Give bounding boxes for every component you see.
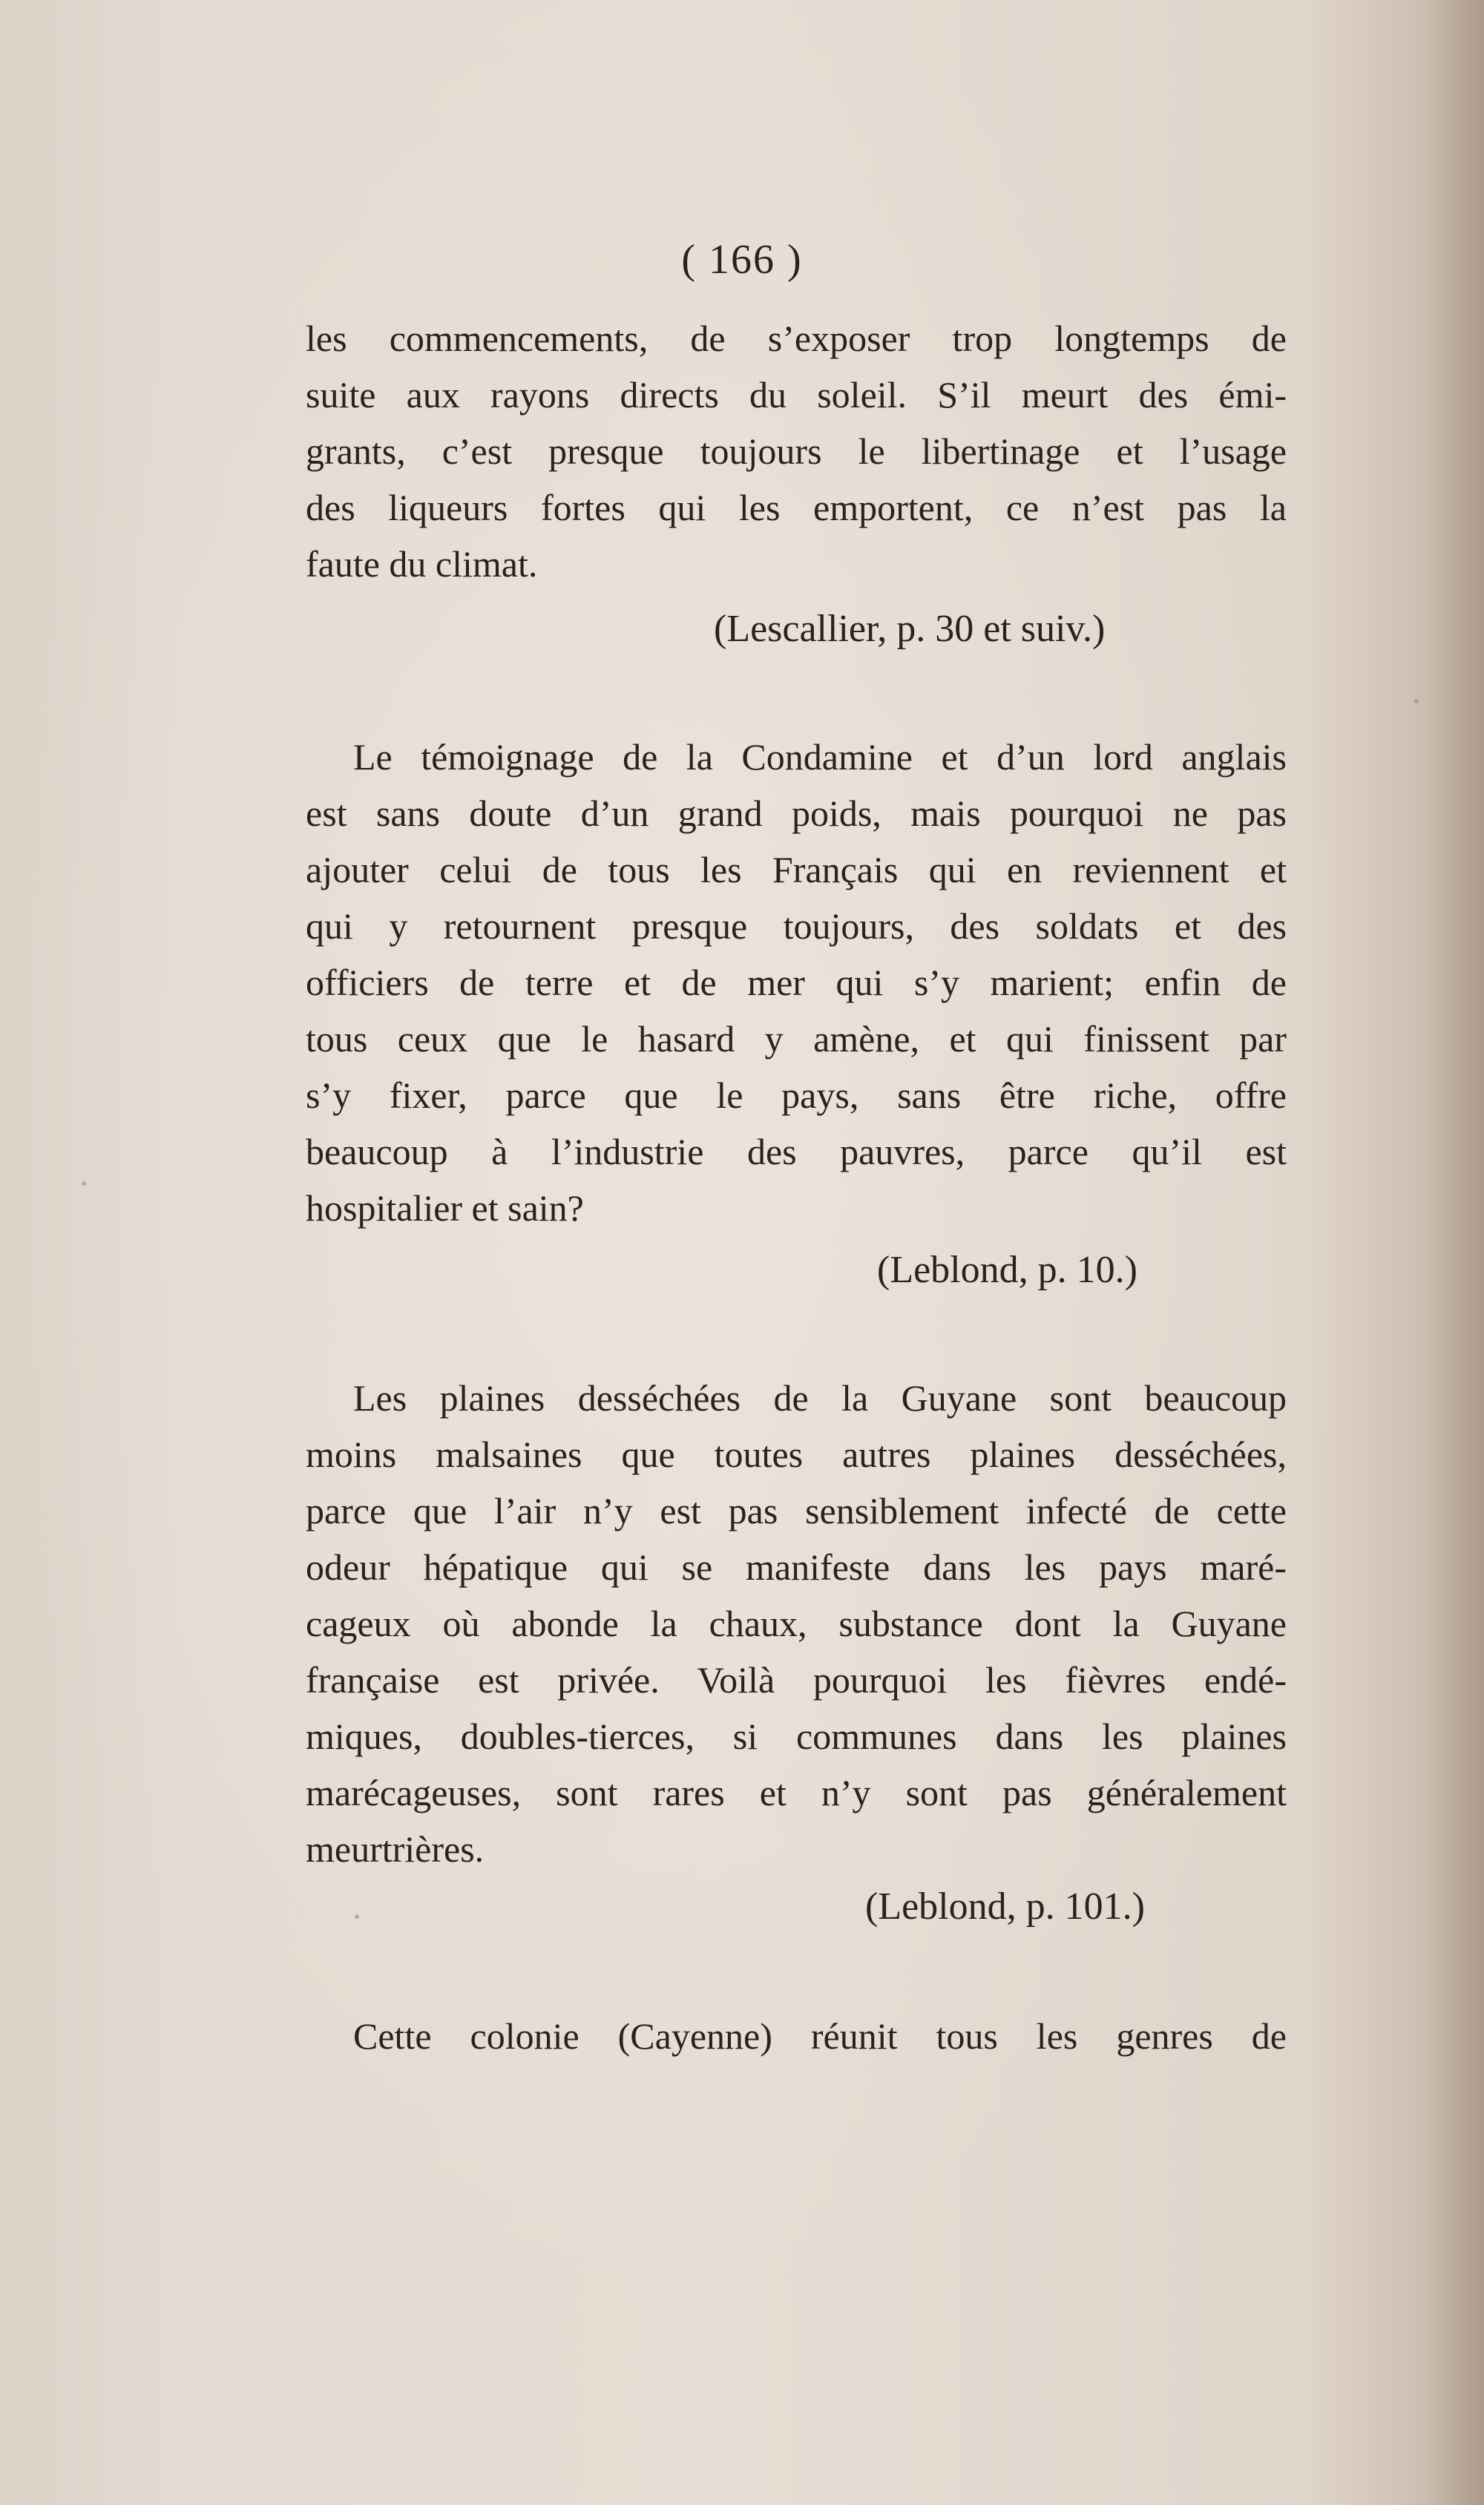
paragraph-4 [306, 2008, 1287, 2064]
text-line: cageux où abonde la chaux, substance dont la Guyane [306, 1603, 1287, 1644]
page-edge-shadow [1432, 0, 1484, 2505]
text-line: Les plaines desséchées de la Guyane sont beaucoup [353, 1377, 1287, 1419]
page-number: ( 166 ) [681, 237, 803, 283]
text-line: Cette colonie (Cayenne) réunit tous les genres de [353, 2015, 1287, 2057]
text-line: les commencements, de s’exposer trop longtemps de [306, 318, 1287, 359]
text-line: ajouter celui de tous les Français qui en reviennent et [306, 849, 1287, 890]
text-line: grants, c’est presque toujours le libertinage et l’usage [306, 430, 1287, 472]
text-line: beaucoup à l’industrie des pauvres, parce qu’il est [306, 1131, 1287, 1172]
text-line: française est privée. Voilà pourquoi les fièvres endé- [306, 1659, 1287, 1701]
scan-speck [1414, 699, 1419, 703]
paragraph-1 [306, 310, 1287, 592]
text-line: est sans doute d’un grand poids, mais pourquoi ne pas [306, 792, 1287, 834]
text-line: tous ceux que le hasard y amène, et qui finissent par [306, 1018, 1287, 1060]
text-line: officiers de terre et de mer qui s’y marient; enfin de [306, 962, 1287, 1003]
text-line: faute du climat. [306, 543, 538, 585]
text-line: hospitalier et sain? [306, 1187, 584, 1229]
text-line: moins malsaines que toutes autres plaines desséchées, [306, 1434, 1287, 1475]
text-line: odeur hépatique qui se manifeste dans les pays maré- [306, 1546, 1287, 1588]
citation-1: (Lescallier, p. 30 et suiv.) [714, 608, 1106, 650]
text-line: qui y retournent presque toujours, des soldats et des [306, 905, 1287, 947]
text-line: miques, doubles-tierces, si communes dans les plaines [306, 1716, 1287, 1757]
text-line: marécageuses, sont rares et n’y sont pas généralement [306, 1772, 1287, 1813]
citation-3: (Leblond, p. 101.) [865, 1885, 1145, 1928]
text-line: parce que l’air n’y est pas sensiblement infecté de cette [306, 1490, 1287, 1531]
text-line: meurtrières. [306, 1828, 485, 1870]
paragraph-2 [306, 729, 1287, 1236]
text-line: suite aux rayons directs du soleil. S’il meurt des émi- [306, 374, 1287, 416]
text-line: Le témoignage de la Condamine et d’un lord anglais [353, 736, 1287, 778]
paragraph-3 [306, 1370, 1287, 1877]
citation-2: (Leblond, p. 10.) [877, 1249, 1137, 1291]
scan-speck [355, 1914, 359, 1919]
text-line: s’y fixer, parce que le pays, sans être riche, offre [306, 1074, 1287, 1116]
text-line: des liqueurs fortes qui les emportent, ce n’est pas la [306, 487, 1287, 528]
scan-speck [82, 1181, 86, 1186]
